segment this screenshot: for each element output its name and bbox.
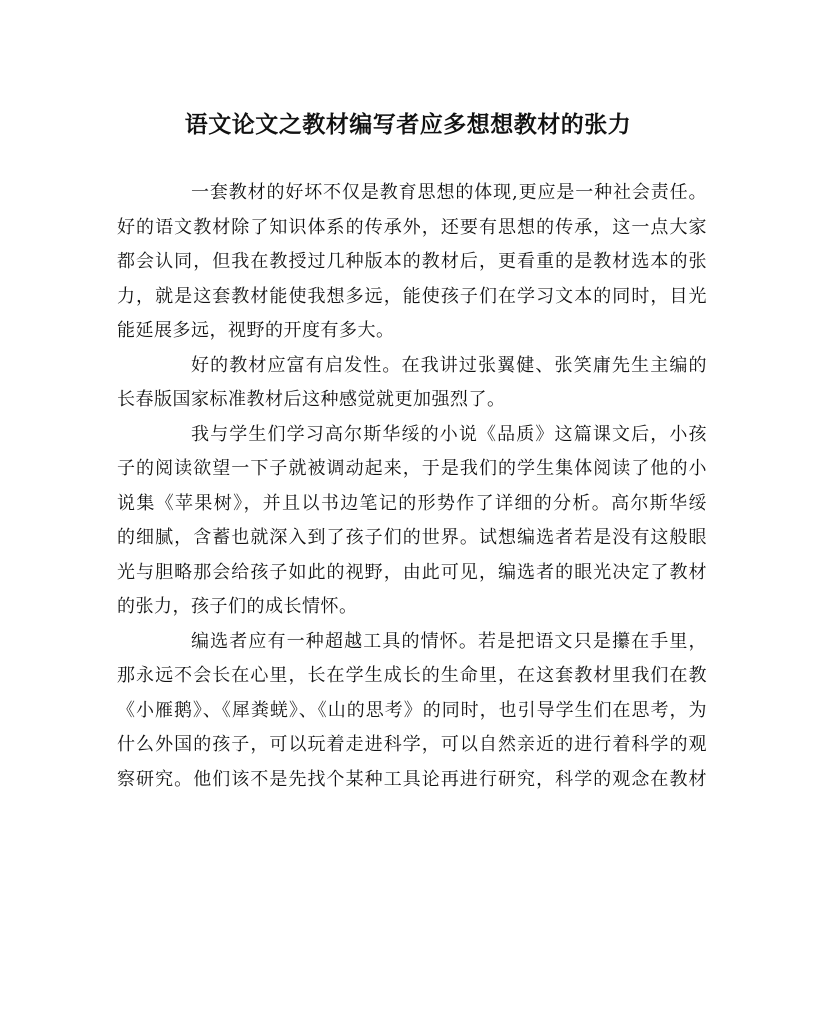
text-line: 长春版国家标准教材后这种感觉就更加强烈了。 <box>117 389 506 410</box>
document-body <box>117 176 707 797</box>
text-line: 力，就是这套教材能使我想多远，能使孩子们在学习文本的同时，目光 <box>117 285 707 307</box>
text-line: 能延展多远，视野的开度有多大。 <box>117 320 395 341</box>
text-line: 一套教材的好坏不仅是教育思想的体现,更应是一种社会责任。 <box>191 182 707 203</box>
paragraph-4 <box>117 625 707 798</box>
text-line: 的张力，孩子们的成长情怀。 <box>117 596 358 617</box>
text-line: 察研究。他们该不是先找个某种工具论再进行研究，科学的观念在教材 <box>117 768 707 790</box>
text-line: 子的阅读欲望一下子就被调动起来，于是我们的学生集体阅读了他的小 <box>117 458 707 479</box>
text-line: 说集《苹果树》，并且以书边笔记的形势作了详细的分析。高尔斯华绥 <box>117 492 707 514</box>
text-line: 《小雁鹅》、《犀粪蜣》、《山的思考》的同时，也引导学生们在思考，为 <box>117 699 707 721</box>
text-line: 的细腻，含蓄也就深入到了孩子们的世界。试想编选者若是没有这般眼 <box>117 527 707 548</box>
text-line: 什么外国的孩子，可以玩着走进科学，可以自然亲近的进行着科学的观 <box>117 734 707 755</box>
paragraph-3 <box>117 418 707 625</box>
text-line: 好的教材应富有启发性。在我讲过张翼健、张笑庸先生主编的 <box>191 354 707 376</box>
text-line: 都会认同，但我在教授过几种版本的教材后，更看重的是教材选本的张 <box>117 251 707 272</box>
document-title: 语文论文之教材编写者应多想想教材的张力 <box>184 111 632 138</box>
paragraph-2 <box>117 349 707 418</box>
text-line: 光与胆略那会给孩子如此的视野，由此可见，编选者的眼光决定了教材 <box>117 561 707 583</box>
text-line: 编选者应有一种超越工具的情怀。若是把语文只是攥在手里， <box>191 630 707 652</box>
paragraph-1 <box>117 176 707 349</box>
text-line: 我与学生们学习高尔斯华绥的小说《品质》这篇课文后，小孩 <box>191 423 707 445</box>
text-line: 好的语文教材除了知识体系的传承外，还要有思想的传承，这一点大家 <box>117 216 707 238</box>
text-line: 那永远不会长在心里，长在学生成长的生命里，在这套教材里我们在教 <box>117 665 707 686</box>
